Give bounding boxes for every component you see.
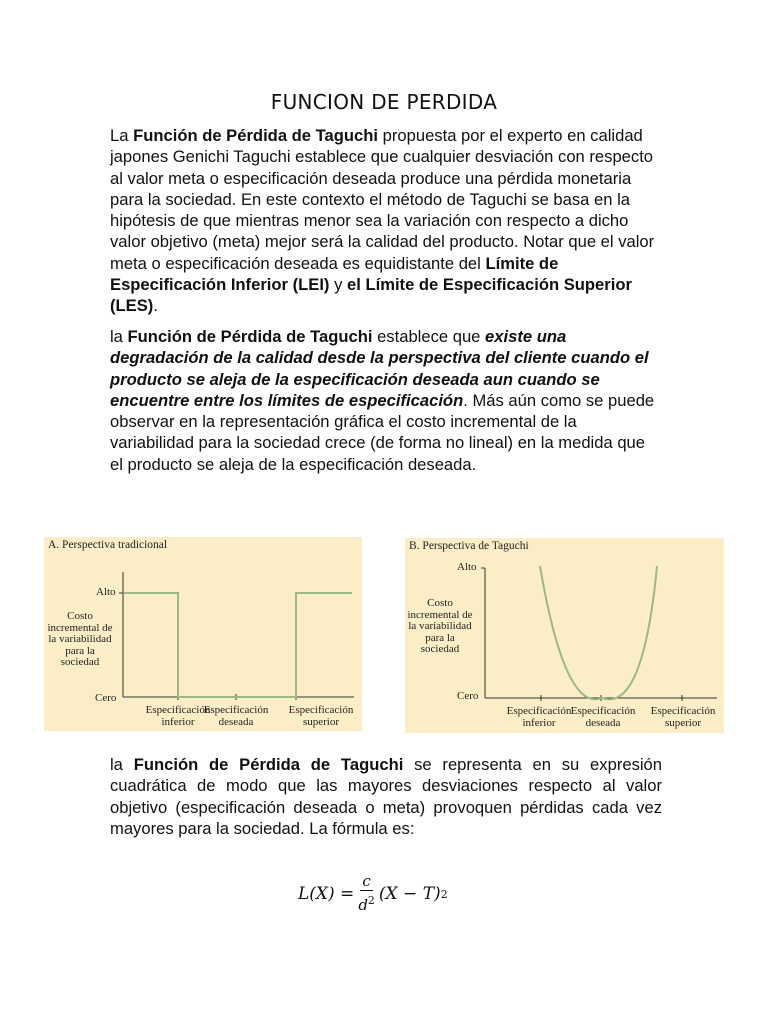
y-tick-label-alto: Alto [457,561,477,573]
chart-traditional [44,537,362,731]
x-label-inferior: Especificación inferior [145,704,211,728]
y-tick-label-cero: Cero [95,692,117,704]
loss-formula [298,873,448,915]
y-tick-label-alto: Alto [96,586,116,598]
page-title: FUNCION DE PERDIDA [270,90,498,114]
x-label-superior: Especificación superior [650,705,716,729]
traditional-loss-line [124,593,352,697]
x-label-deseada: Especificación deseada [570,705,636,729]
taguchi-loss-curve [540,566,657,699]
paragraph-intro: La Función de Pérdida de Taguchi propuesta por el experto en calidad japones Genichi Taguchi establece que cualquier desviación con respecto al valor meta o especificación deseada produce una pérdida monetaria para la sociedad. En este contexto el método de Taguchi se basa en la hipótesis de que mientras menor sea la variación con respecto a dicho valor objetivo (meta) mejor será la calidad del producto. Notar que el valor meta o especificación deseada es equidistante del Límite de Especificación Inferior (LEI) y el Límite de Especificación Superior (LES). [110,126,655,316]
formula-denominator-exp: 2 [367,894,375,907]
formula-rhs-exp: 2 [440,887,448,901]
x-label-inferior: Especificación inferior [506,705,572,729]
x-label-deseada: Especificación deseada [203,704,269,728]
paragraph-degradation: la Función de Pérdida de Taguchi establece que existe una degradación de la calidad desde la perspectiva del cliente cuando el producto se aleja de la especificación deseada aun cuando se encuentre entre los límites de especificación. Más aún como se puede observar en la representación gráfica el costo incremental de la variabilidad para la sociedad crece (de forma no lineal) en la medida que el producto se aleja de la especificación deseada. [110,327,655,474]
formula-rhs: (X − T) [378,884,441,904]
formula-lhs: L(X) = [298,884,355,904]
chart-b-title: B. Perspectiva de Taguchi [409,540,529,552]
formula-fraction [358,873,375,915]
y-axis-label: Costo incremental de la variabilidad para la sociedad [407,597,473,656]
y-axis-label: Costo incremental de la variabilidad para la sociedad [47,610,113,669]
y-tick-label-cero: Cero [457,690,479,702]
formula-denominator: d [358,896,368,914]
chart-taguchi [405,538,724,733]
chart-a-title: A. Perspectiva tradicional [48,539,168,551]
formula-numerator: c [362,872,371,890]
paragraph-formula-intro: la Función de Pérdida de Taguchi se representa en su expresión cuadrática de modo que las mayores desviaciones respecto al valor objetivo (especificación deseada o meta) provoquen pérdidas cada vez mayores para la sociedad. La fórmula es: [110,755,663,838]
formula-denominator-wrap [358,891,375,915]
x-label-superior: Especificación superior [288,704,354,728]
